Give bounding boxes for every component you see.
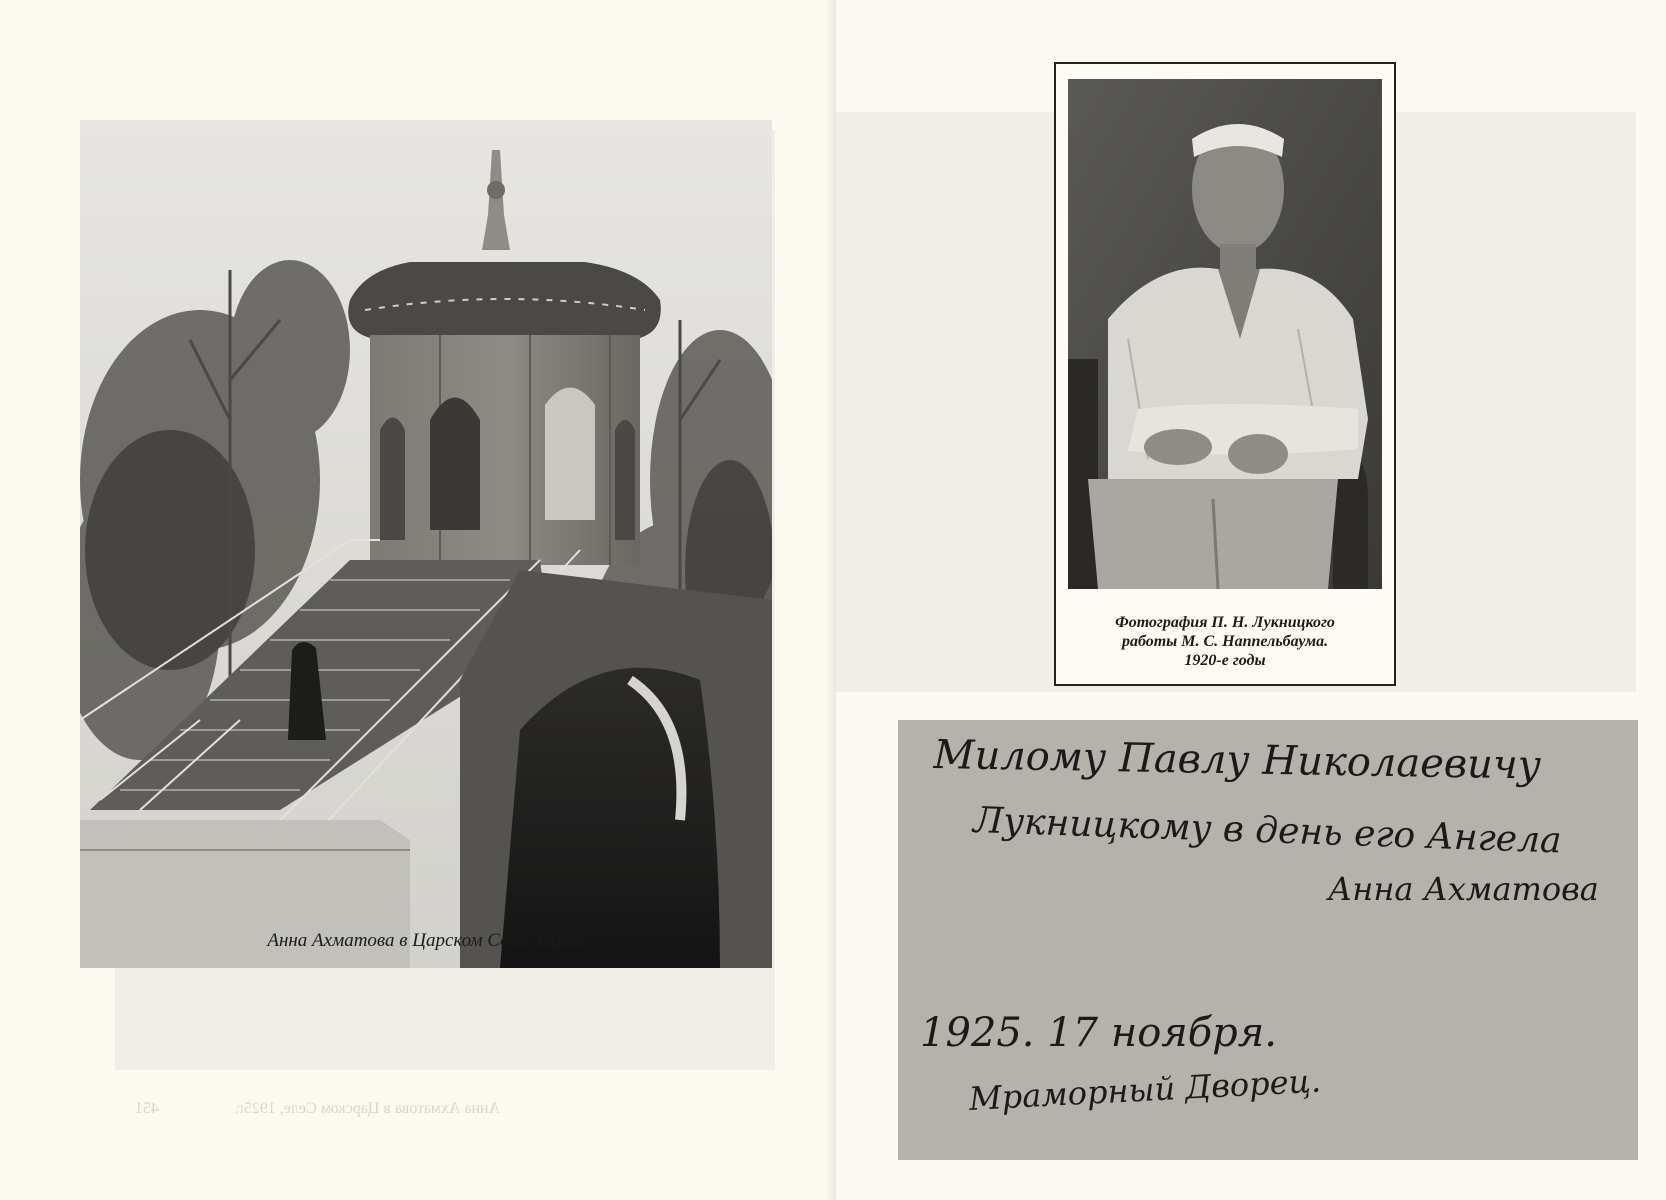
tower-photo-caption: Анна Ахматова в Царском Селе, 1925г.: [267, 930, 585, 951]
inscription-place: Мраморный Дворец.: [968, 1061, 1322, 1118]
tower-photo: [80, 120, 772, 968]
portrait-frame: [1054, 62, 1396, 686]
portrait-photo-image: [1068, 79, 1382, 589]
inscription-signature: Анна Ахматова: [1328, 870, 1599, 908]
bleed-through-page-number: 451: [135, 1100, 159, 1117]
handwritten-inscription: [898, 720, 1638, 1160]
tower-photo-image: [80, 120, 772, 968]
portrait-caption-line2: работы М. С. Наппельбаума.: [1121, 633, 1329, 650]
inscription-line1: Милому Павлу Николаевичу: [933, 732, 1542, 789]
portrait-caption-line1: Фотография П. Н. Лукницкого: [1115, 614, 1335, 631]
portrait-caption-line3: 1920-е годы: [1184, 652, 1266, 669]
inscription-date: 1925. 17 ноября.: [920, 1010, 1277, 1056]
inscription-line2: Лукницкому в день его Ангела: [972, 800, 1563, 862]
right-page: [836, 0, 1666, 1200]
portrait-photo: [1068, 79, 1382, 589]
bleed-through-caption: Анна Ахматова в Царском Селе, 1925г.: [235, 1100, 501, 1117]
